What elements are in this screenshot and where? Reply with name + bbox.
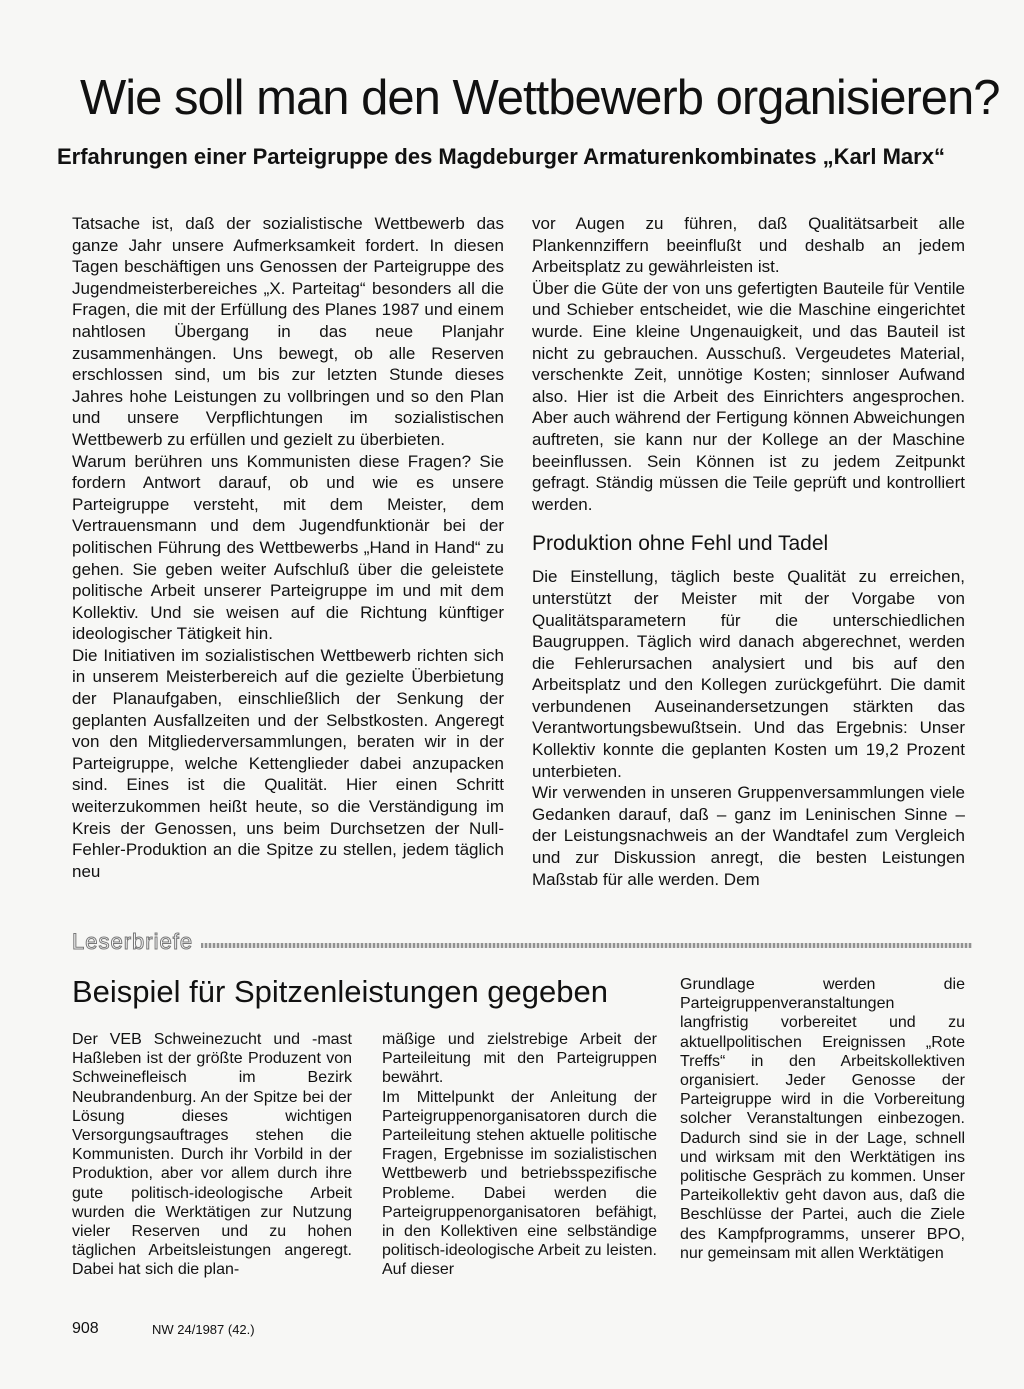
section-heading: Produktion ohne Fehl und Tadel bbox=[532, 532, 829, 556]
rubric-bar bbox=[72, 927, 972, 957]
issue-label: NW 24/1987 (42.) bbox=[152, 1322, 255, 1337]
article-headline: Wie soll man den Wettbewerb organisieren? bbox=[80, 71, 1000, 125]
letter-column-1 bbox=[72, 1030, 352, 1280]
paragraph: vor Augen zu führen, daß Qualitätsarbeit alle Plankennziffern beeinflußt und deshalb an jedem Arbeitsplatz zu gewährleisten ist. bbox=[532, 214, 965, 277]
letter-column-2 bbox=[382, 1030, 657, 1280]
paragraph: Die Einstellung, täglich beste Qualität zu erreichen, unterstützt der Meister mit der Vorgabe von Qualitätsparametern für die unterschiedlichen Baugruppen. Täglich wird danach abgerechnet, werden die Fehlerursachen analysiert und bis auf den Arbeitsplatz und den Kollegen zurückgeführt. Die damit verbundenen Auseinandersetzungen stärkten das Verantwortungsbewußtsein. Und das Ergebnis: Unser Kollektiv konnte die geplanten Kosten um 19,2 Prozent unterbieten. bbox=[532, 567, 965, 781]
article-column-2 bbox=[532, 213, 965, 890]
paragraph: Der VEB Schweinezucht und -mast Haßleben ist der größte Produzent von Schweinefleisch im Bezirk Neubrandenburg. An der Spitze bei der Lösung dieses wichtigen Versorgungsauftrages stehen die Kommunisten. Durch ihr Vorbild in der Produktion, aber vor allem durch ihre gute politisch-ideologische Arbeit wurden die Werktätigen zur Nutzung vieler Reserven und zu hohen täglichen Arbeitsleistungen angeregt. Dabei hat sich die plan- bbox=[72, 1031, 352, 1279]
letter-column-3 bbox=[680, 975, 965, 1263]
rubric-rule bbox=[201, 943, 972, 948]
letter-headline: Beispiel für Spitzenleistungen gegeben bbox=[72, 974, 608, 1009]
article-column-1 bbox=[72, 213, 504, 882]
paragraph: Über die Güte der von uns gefertigten Bauteile für Ventile und Schieber entscheidet, wie die Maschine eingerichtet wurde. Eine kleine Ungenauigkeit, und das Bauteil ist nicht zu gebrauchen. Ausschuß. Vergeudetes Material, verschenkte Zeit, unnötige Kosten; sinnloser Aufwand also. Hier ist die Arbeit des Einrichters angesprochen. Aber auch während der Fertigung können Abweichungen auftreten, sie kann nur der Kollege an der Maschine beeinflussen. Sein Können ist zu jedem Zeitpunkt gefragt. Ständig müssen die Teile geprüft und kontrolliert werden. bbox=[532, 278, 965, 514]
paragraph: Warum berühren uns Kommunisten diese Fragen? Sie fordern Antwort darauf, ob und wie es unsere Parteigruppe versteht, mit dem Meister, dem Vertrauensmann und dem Jugendfunktionär bei der politischen Führung des Wettbewerbs „Hand in Hand“ zu gehen. Sie geben weiter Aufschluß über die geleistete politische Arbeit unserer Parteigruppe im und mit dem Kollektiv. Und sie weisen auf die Richtung künftiger ideologischer Tätigkeit hin. bbox=[72, 451, 504, 644]
paragraph: Die Initiativen im sozialistischen Wettbewerb richten sich in unserem Meisterbereich auf die gezielte Überbietung der Planaufgaben, einschließlich der Senkung der geplanten Ausfallzeiten und der Selbstkosten. Angeregt von den Mitgliederversammlungen, beraten wir in der Parteigruppe, welche Kettenglieder dabei anzupacken sind. Eines ist die Qualität. Hier einen Schritt weiterzukommen heißt heute, so die Verständigung im Kreis der Genossen, uns beim Durchsetzen der Null-Fehler-Produktion an die Spitze zu stellen, jedem täglich neu bbox=[72, 645, 504, 881]
paragraph: Tatsache ist, daß der sozialistische Wettbewerb das ganze Jahr unsere Aufmerksamkeit fordert. In diesen Tagen beschäftigen uns Genossen der Parteigruppe des Jugendmeisterbereiches „X. Parteitag“ besonders all die Fragen, die mit der Erfüllung des Planes 1987 und einem nahtlosen Übergang in das neue Planjahr zusammenhängen. Uns bewegt, ob alle Reserven erschlossen sind, um bis zur letzten Stunde dieses Jahres hohe Leistungen zu vollbringen und so den Plan und unsere Verpflichtungen im sozialistischen Wettbewerb zu erfüllen und gezielt zu überbieten. bbox=[72, 214, 504, 449]
paragraph: Im Mittelpunkt der Anleitung der Parteigruppenorganisatoren durch die Parteileitung stehen aktuelle politische Fragen, Ergebnisse im sozialistischen Wettbewerb und betriebsspezifische Probleme. Dabei werden die Parteigruppenorganisatoren befähigt, in den Kollektiven eine selbständige politisch-ideologische Arbeit zu leisten. Auf dieser bbox=[382, 1088, 657, 1279]
article-subheadline: Erfahrungen einer Parteigruppe des Magdeburger Armaturenkombinates „Karl Marx“ bbox=[57, 144, 945, 169]
paragraph: mäßige und zielstrebige Arbeit der Parteileitung mit den Parteigruppen bewährt. bbox=[382, 1031, 657, 1087]
paragraph: Grundlage werden die Parteigruppenveranstaltungen langfristig vorbereitet und zu aktuellpolitischen Ereignissen „Rote Treffs“ in den Arbeitskollektiven organisiert. Jeder Genosse der Parteigruppe wird in die Vorbereitung solcher Veranstaltungen einbezogen. Dadurch sind sie in der Lage, schnell und wirksam mit den Werktätigen ins politische Gespräch zu kommen. Unser Parteikollektiv geht davon aus, daß die Beschlüsse der Partei, auch die Ziele des Kampfprogramms, unserer BPO, nur gemeinsam mit allen Werktätigen bbox=[680, 976, 965, 1262]
rubric-label: Leserbriefe bbox=[72, 929, 194, 954]
page-number: 908 bbox=[72, 1320, 99, 1337]
paragraph: Wir verwenden in unseren Gruppenversammlungen viele Gedanken darauf, daß – ganz im Leninischen Sinne – der Leistungsnachweis an der Wandtafel zum Vergleich und zur Diskussion anregt, die besten Leistungen Maßstab für alle werden. Dem bbox=[532, 783, 965, 889]
